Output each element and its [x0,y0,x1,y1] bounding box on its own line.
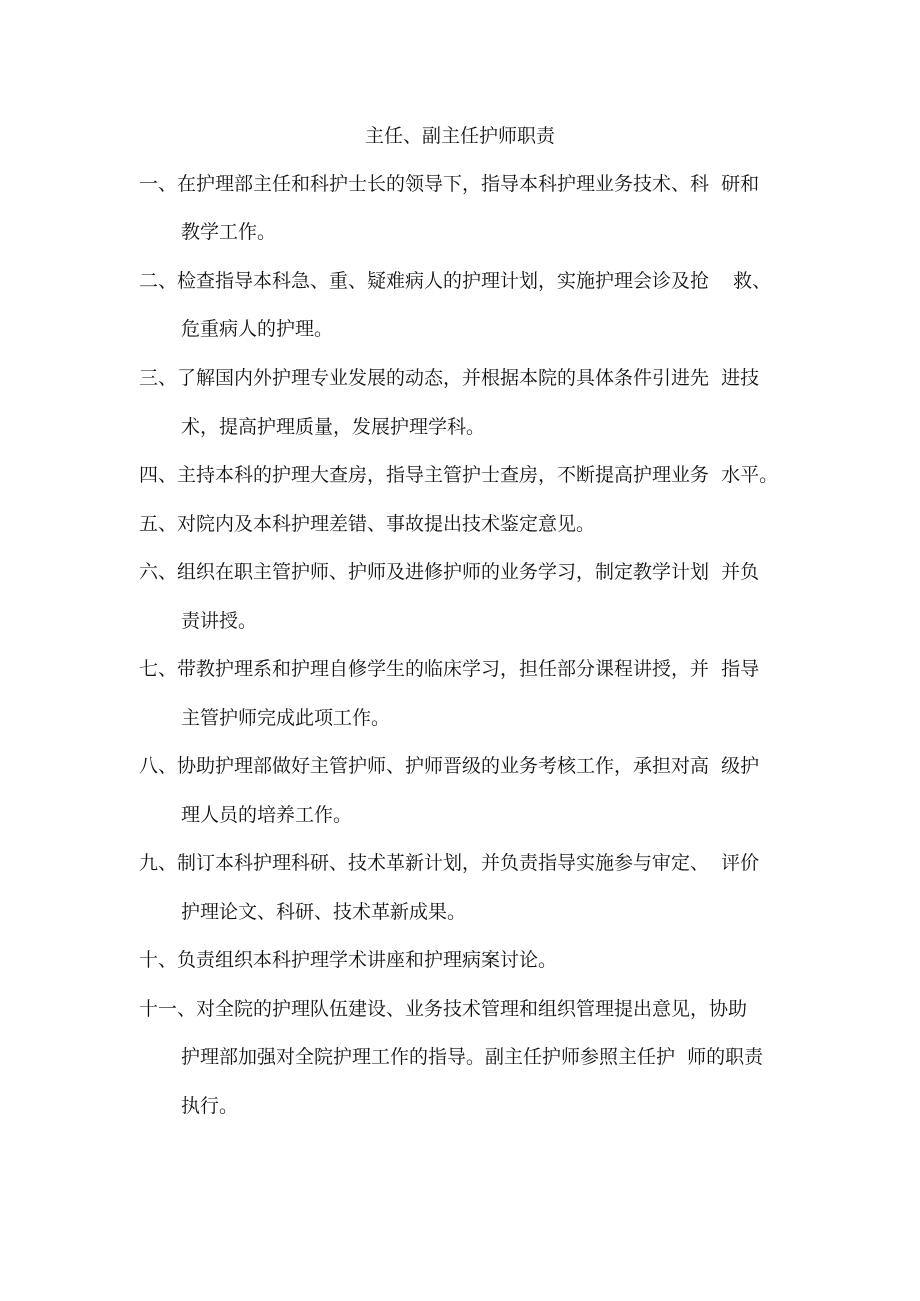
item-10-line-1: 十、负责组织本科护理学术讲座和护理病案讨论。 [139,949,558,971]
item-3-line-1: 三、了解国内外护理专业发展的动态，并根据本院的具体条件引进先 进技 [139,367,760,389]
page-title: 主任、副主任护师职责 [364,125,555,147]
item-2-line-2: 危重病人的护理。 [181,318,334,340]
item-11-line-1: 十一、对全院的护理队伍建设、业务技术管理和组织管理提出意见，协助 [139,998,748,1020]
item-11-line-2: 护理部加强对全院护理工作的指导。副主任护师参照主任护 师的职责 [181,1046,764,1068]
item-7-line-1: 七、带教护理系和护理自修学生的临床学习，担任部分课程讲授，并 指导 [139,658,760,680]
item-8-line-2: 理人员的培养工作。 [181,804,353,826]
item-3-line-2: 术，提高护理质量，发展护理学科。 [181,416,486,438]
item-8-line-1: 八、协助护理部做好主管护师、护师晋级的业务考核工作，承担对高 级护 [139,755,760,777]
item-6-line-2: 责讲授。 [181,610,258,632]
item-5-line-1: 五、对院内及本科护理差错、事故提出技术鉴定意见。 [139,513,596,535]
item-9-line-2: 护理论文、科研、技术革新成果。 [181,901,467,923]
item-7-line-2: 主管护师完成此项工作。 [181,707,391,729]
item-9-line-1: 九、制订本科护理科研、技术革新计划，并负责指导实施参与审定、 评价 [139,852,760,874]
item-1-line-2: 教学工作。 [181,221,277,243]
item-11-line-3: 执行。 [181,1095,239,1117]
item-2-line-1: 二、检查指导本科急、重、疑难病人的护理计划，实施护理会诊及抢 救、 [139,270,772,292]
item-4-line-1: 四、主持本科的护理大查房，指导主管护士查房，不断提高护理业务 水平。 [139,464,779,486]
item-1-line-1: 一、在护理部主任和科护士长的领导下，指导本科护理业务技术、科 研和 [139,173,760,195]
item-6-line-1: 六、组织在职主管护师、护师及进修护师的业务学习，制定教学计划 并负 [139,561,760,583]
